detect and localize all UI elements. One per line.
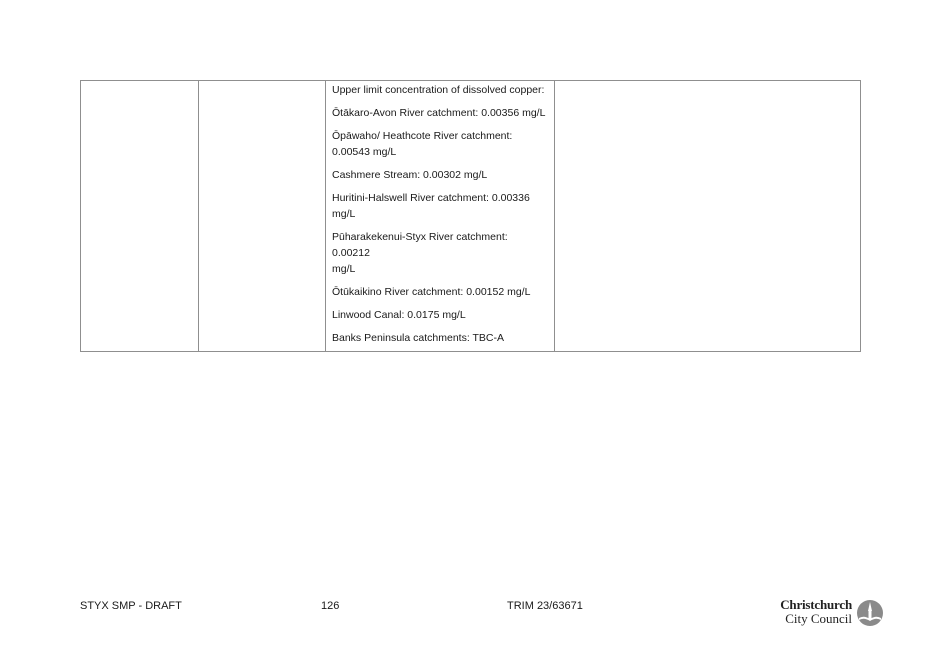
logo-line-1: Christchurch: [780, 597, 852, 612]
table-cell-empty-2: [199, 81, 326, 352]
limit-puharakekenui-styx: Pūharakekenui-Styx River catchment: 0.00212 mg/L: [332, 231, 508, 275]
table-row: [81, 81, 861, 352]
footer-trim-reference: TRIM 23/63671: [507, 600, 583, 612]
footer-doc-label: STYX SMP - DRAFT: [80, 600, 182, 612]
council-logo: [768, 598, 884, 628]
table-cell-empty-1: [81, 81, 199, 352]
limit-otakaro-avon: Ōtākaro-Avon River catchment: 0.00356 mg/L: [332, 107, 546, 119]
limit-cashmere: Cashmere Stream: 0.00302 mg/L: [332, 169, 488, 181]
footer-page-number: 126: [321, 600, 340, 612]
content-table: [80, 80, 861, 352]
logo-line-2: City Council: [785, 611, 852, 626]
table-cell-copper-limits: [326, 81, 555, 352]
table-cell-empty-4: [555, 81, 861, 352]
copper-limit-heading: Upper limit concentration of dissolved copper:: [332, 84, 545, 96]
limit-linwood-canal: Linwood Canal: 0.0175 mg/L: [332, 309, 466, 321]
limit-otukaikino: Ōtūkaikino River catchment: 0.00152 mg/L: [332, 286, 531, 298]
limit-banks-peninsula: Banks Peninsula catchments: TBC-A: [332, 332, 504, 344]
limit-opawaho-heathcote: Ōpāwaho/ Heathcote River catchment: 0.00543 mg/L: [332, 130, 513, 158]
limit-huritini-halswell: Huritini-Halswell River catchment: 0.00336 mg/L: [332, 192, 530, 220]
logo-wordmark: [780, 598, 852, 626]
cathedral-spire-icon: [856, 599, 884, 627]
